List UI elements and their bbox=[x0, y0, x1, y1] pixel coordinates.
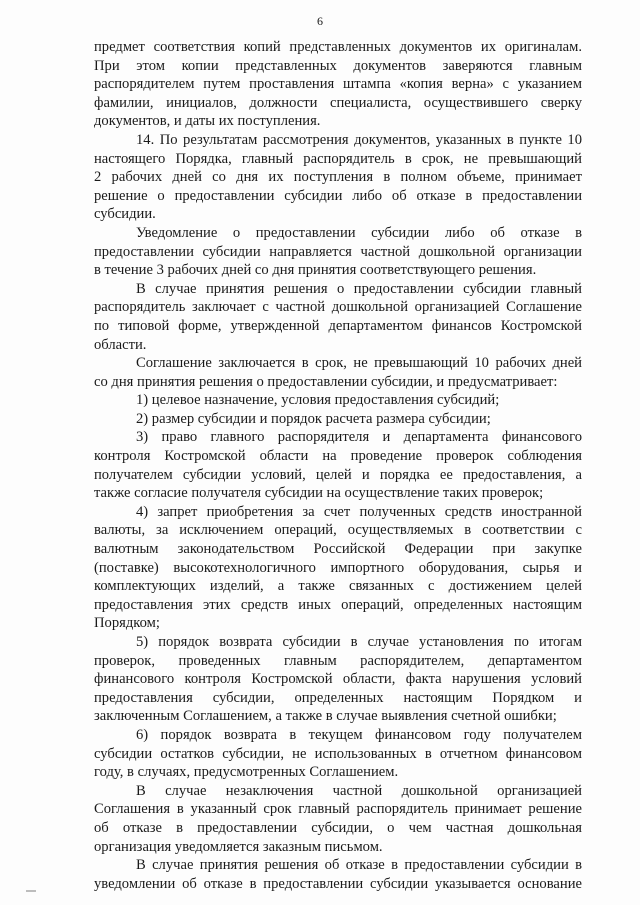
text-line: проверок, проведенных главным распорядителем, департаментом bbox=[94, 652, 582, 669]
text-line: по типовой форме, утвержденной департаментом финансов Костромской bbox=[94, 317, 582, 334]
text-line: субсидии. bbox=[94, 206, 156, 223]
text-line: году, в случаях, предусмотренных Соглашением. bbox=[94, 764, 399, 781]
document-text bbox=[94, 38, 582, 893]
text-line: области. bbox=[94, 336, 147, 353]
text-line: 6) порядок возврата в текущем финансовом году получателем bbox=[136, 726, 582, 743]
text-line: финансового контроля Костромской области, факта нарушения условий bbox=[94, 671, 582, 688]
text-line: также согласие получателя субсидии на осуществление таких проверок; bbox=[94, 485, 544, 502]
text-line: Соглашения в указанный срок главный распорядитель принимает решение bbox=[94, 801, 582, 818]
text-line: субсидии остатков субсидии, не использованных в отчетном финансовом bbox=[94, 745, 582, 762]
text-line: распорядителем путем проставления штампа «копия верна» с указанием bbox=[94, 76, 582, 93]
margin-mark bbox=[26, 890, 36, 892]
text-line: распорядитель заключает с частной дошкольной организацией Соглашение bbox=[94, 299, 582, 316]
text-line: 14. По результатам рассмотрения документов, указанных в пункте 10 bbox=[136, 131, 582, 148]
text-line: предоставлении субсидии направляется частной дошкольной организации bbox=[94, 243, 582, 260]
text-line: решение о предоставлении субсидии либо об отказе в предоставлении bbox=[94, 187, 582, 204]
text-line: (поставке) высокотехнологичного импортного оборудования, сырья и bbox=[94, 559, 582, 576]
text-line: Соглашение заключается в срок, не превышающий 10 рабочих дней bbox=[136, 355, 582, 372]
text-line: 3) право главного распорядителя и департамента финансового bbox=[136, 429, 582, 446]
text-line: заключенным Соглашением, а также в случае выявления счетной ошибки; bbox=[94, 708, 557, 725]
page-number: 6 bbox=[317, 14, 323, 28]
text-line: 4) запрет приобретения за счет полученных средств иностранной bbox=[136, 503, 582, 520]
text-line: При этом копии представленных документов заверяются главным bbox=[94, 57, 582, 74]
text-line: Порядком; bbox=[94, 615, 160, 632]
text-line: В случае незаключения частной дошкольной организацией bbox=[136, 782, 582, 799]
text-line: контроля Костромской области на проведение проверок соблюдения bbox=[94, 448, 582, 465]
text-line: предмет соответствия копий представленных документов их оригиналам. bbox=[94, 39, 582, 55]
text-line: комплектующих изделий, а также связанных с достижением целей bbox=[94, 578, 582, 595]
text-line: со дня принятия решения о предоставлении субсидии, и предусматривает: bbox=[94, 373, 558, 390]
text-line: предоставления субсидии, определенных настоящим Порядком и bbox=[94, 689, 582, 706]
text-line: В случае принятия решения об отказе в предоставлении субсидии в bbox=[136, 857, 582, 874]
text-line: документов, и даты их поступления. bbox=[94, 113, 321, 130]
text-line: 1) целевое назначение, условия предоставления субсидий; bbox=[136, 392, 500, 409]
text-line: об отказе в предоставлении субсидии, о чем частная дошкольная bbox=[94, 819, 582, 836]
text-line: организация уведомляется заказным письмом. bbox=[94, 838, 383, 855]
text-line: Уведомление о предоставлении субсидии либо об отказе в bbox=[136, 224, 582, 241]
text-line: валюты, за исключением операций, осуществляемых в соответствии с bbox=[94, 522, 582, 539]
text-line: 2) размер субсидии и порядок расчета размера субсидии; bbox=[136, 410, 491, 427]
text-line: настоящего Порядка, главный распорядитель в срок, не превышающий bbox=[94, 150, 582, 167]
text-line: В случае принятия решения о предоставлении субсидии главный bbox=[136, 280, 582, 297]
text-line: в течение 3 рабочих дней со дня принятия соответствующего решения. bbox=[94, 262, 537, 279]
text-line: фамилии, инициалов, должности специалиста, осуществившего сверку bbox=[94, 94, 582, 111]
text-line: 2 рабочих дней со дня их поступления в полном объеме, принимает bbox=[94, 169, 582, 186]
text-line: валютным законодательством Российской Федерации при закупке bbox=[94, 541, 582, 558]
text-line: 5) порядок возврата субсидии в случае установления по итогам bbox=[136, 634, 582, 650]
text-line: уведомлении об отказе в предоставлении субсидии указывается основание bbox=[94, 875, 582, 892]
text-line: предоставления этих средств иных операций, определенных настоящим bbox=[94, 596, 582, 613]
text-line: получателем субсидии условий, целей и порядка ее предоставления, а bbox=[94, 466, 582, 483]
